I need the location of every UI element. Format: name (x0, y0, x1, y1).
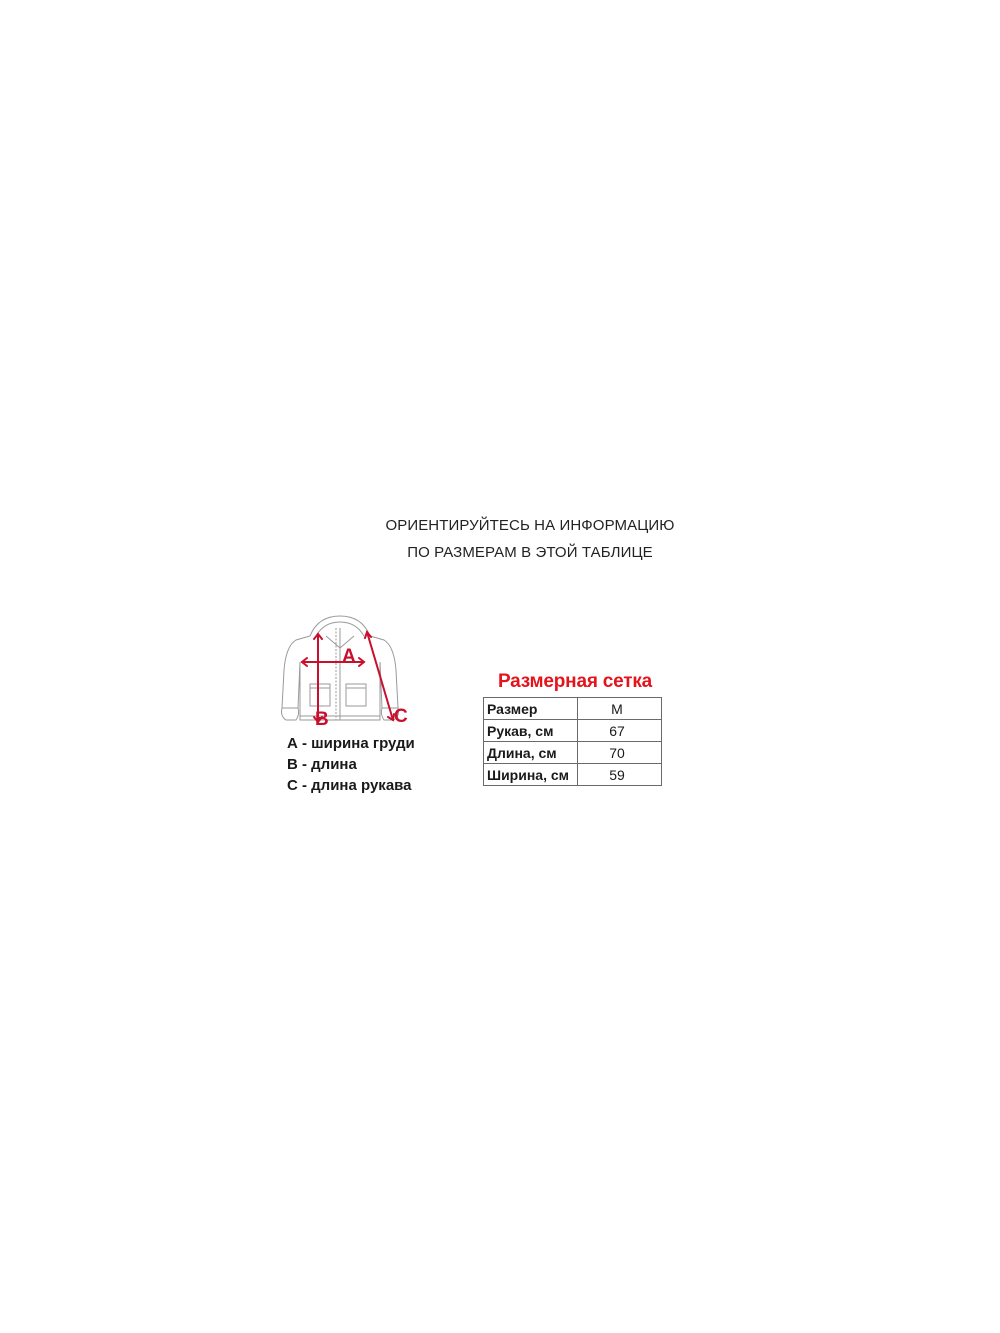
jacket-sketch-icon (270, 612, 430, 736)
legend-b: В - длина (287, 756, 357, 773)
label-a: A (342, 646, 356, 667)
size-chart-table (483, 697, 662, 786)
size-chart-title: Размерная сетка (497, 671, 653, 692)
instruction-line-2: ПО РАЗМЕРАМ В ЭТОЙ ТАБЛИЦЕ (407, 544, 653, 561)
table-row (484, 742, 662, 764)
row-value: 67 (578, 720, 662, 742)
instruction-heading (330, 512, 730, 566)
label-c: C (394, 706, 408, 727)
label-b: B (315, 709, 329, 730)
row-value: 70 (578, 742, 662, 764)
table-row (484, 698, 662, 720)
measurement-legend (287, 733, 415, 796)
row-value: M (578, 698, 662, 720)
table-row (484, 764, 662, 786)
row-label: Размер (484, 698, 578, 720)
row-label: Ширина, см (484, 764, 578, 786)
legend-a: А - ширина груди (287, 735, 415, 752)
table-row (484, 720, 662, 742)
row-label: Длина, см (484, 742, 578, 764)
legend-c: С - длина рукава (287, 777, 412, 794)
row-value: 59 (578, 764, 662, 786)
row-label: Рукав, см (484, 720, 578, 742)
instruction-line-1: ОРИЕНТИРУЙТЕСЬ НА ИНФОРМАЦИЮ (385, 517, 675, 534)
